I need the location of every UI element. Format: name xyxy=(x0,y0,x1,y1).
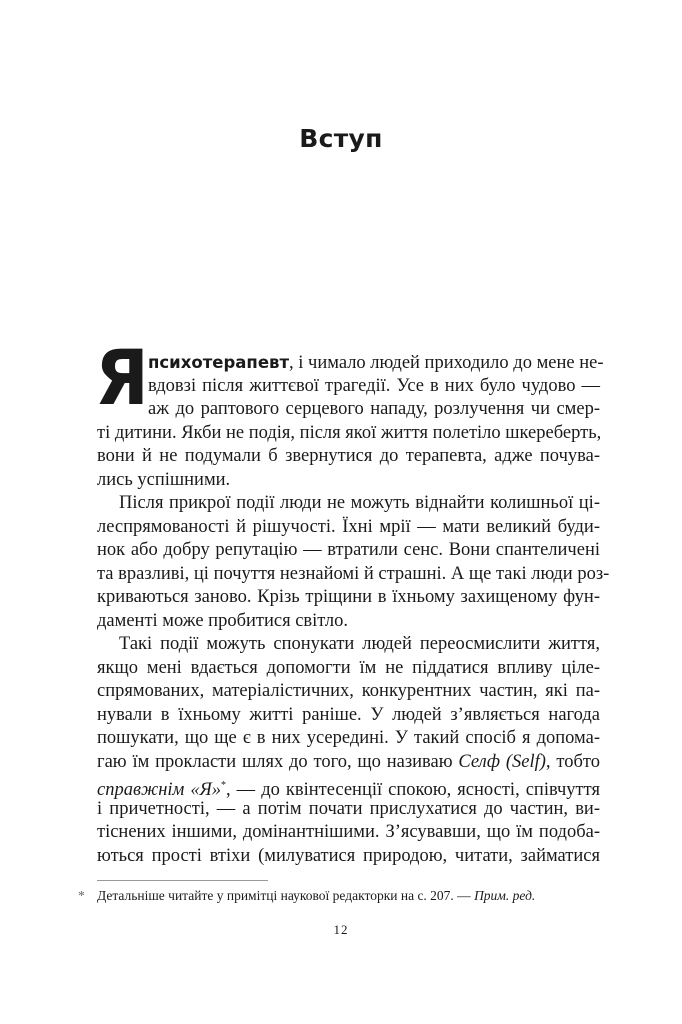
footnote-marker: * xyxy=(78,888,85,903)
text-line xyxy=(97,610,600,634)
text-line xyxy=(97,751,600,775)
text-line xyxy=(97,657,600,681)
text-line xyxy=(97,422,600,446)
text-line xyxy=(148,398,600,422)
text-segment: нували в їхньому житті раніше. У людей з’являється нагода xyxy=(97,704,600,725)
text-line xyxy=(97,539,600,563)
text-line xyxy=(97,469,600,493)
text-segment: криваються заново. Крізь тріщини в їхньому захищеному фун- xyxy=(97,587,600,607)
text-segment: нок або добру репутацію — втратили сенс. Вони спантеличені xyxy=(97,540,600,560)
body-text xyxy=(97,351,610,868)
text-line xyxy=(97,680,600,704)
text-segment: і причетності, — а потім почати прислухатися до частин, ви- xyxy=(97,798,600,819)
footnote-reference: * xyxy=(221,780,227,791)
text-line xyxy=(97,774,600,798)
text-line xyxy=(148,351,604,375)
text-segment: , і чимало людей приходило до мене не- xyxy=(289,353,604,373)
text-segment: вони й не подумали б звернутися до терапевта, адже почува- xyxy=(97,446,600,466)
text-segment: , — до квінтесенції спокою, ясності, співчуття xyxy=(226,780,600,800)
text-segment: спрямованих, матеріалістичних, конкурентних частин, які па- xyxy=(97,681,600,701)
text-segment: гаю їм прокласти шлях до того, що називаю xyxy=(97,751,459,772)
text-line xyxy=(148,375,600,399)
text-segment: та вразливі, ці почуття незнайомі й страшні. А ще такі люди роз- xyxy=(97,563,610,584)
text-line xyxy=(97,798,600,822)
text-segment: Селф (Self), xyxy=(458,751,551,772)
text-line xyxy=(97,821,600,845)
text-segment: якщо мені вдається допомогти їм не піддатися впливу ціле- xyxy=(97,657,600,678)
text-segment: справжнім «Я» xyxy=(97,780,222,800)
text-segment: леспрямованості й рішучості. Їхні мрії — мати великий буди- xyxy=(97,516,600,537)
text-segment: тіснених іншими, домінантнішими. З’ясувавши, що їм подоба- xyxy=(97,822,600,842)
text-segment: ті дитини. Якби не подія, після якої життя полетіло шкереберть, xyxy=(97,422,602,443)
footnote-text: Детальніше читайте у примітці наукової редакторки на с. 207. — xyxy=(97,888,475,903)
text-line xyxy=(97,516,600,540)
text-line xyxy=(97,727,600,751)
page-number: 12 xyxy=(333,922,349,937)
text-line xyxy=(97,445,600,469)
footnote-editor-note: Прим. ред. xyxy=(474,888,536,903)
text-segment: пошукати, що ще є в них усередині. У такий спосіб я допома- xyxy=(97,728,600,748)
footnote xyxy=(78,888,535,904)
text-line xyxy=(97,586,600,610)
text-line xyxy=(97,492,600,516)
text-line xyxy=(97,704,600,728)
text-segment: аж до раптового серцевого нападу, розлучення чи смер- xyxy=(148,399,600,419)
chapter-title: Вступ xyxy=(299,124,383,153)
text-segment: Такі події можуть спонукати людей переосмислити життя, xyxy=(119,634,600,654)
text-line xyxy=(97,633,600,657)
text-segment: ються прості втіхи (милуватися природою, читати, займатися xyxy=(97,845,600,866)
text-segment: вдовзі після життєвої трагедії. Усе в них було чудово — xyxy=(148,375,600,396)
drop-cap: Я xyxy=(95,333,149,422)
text-line xyxy=(97,845,600,869)
footnote-divider xyxy=(97,880,268,881)
text-segment: психотерапевт xyxy=(148,353,290,372)
text-segment: даменті може пробитися світло. xyxy=(97,610,349,631)
text-line xyxy=(97,563,610,587)
text-segment: лись успішними. xyxy=(97,469,231,490)
text-segment: Після прикрої події люди не можуть віднайти колишньої ці- xyxy=(119,493,600,513)
text-segment: тобто xyxy=(550,751,600,772)
